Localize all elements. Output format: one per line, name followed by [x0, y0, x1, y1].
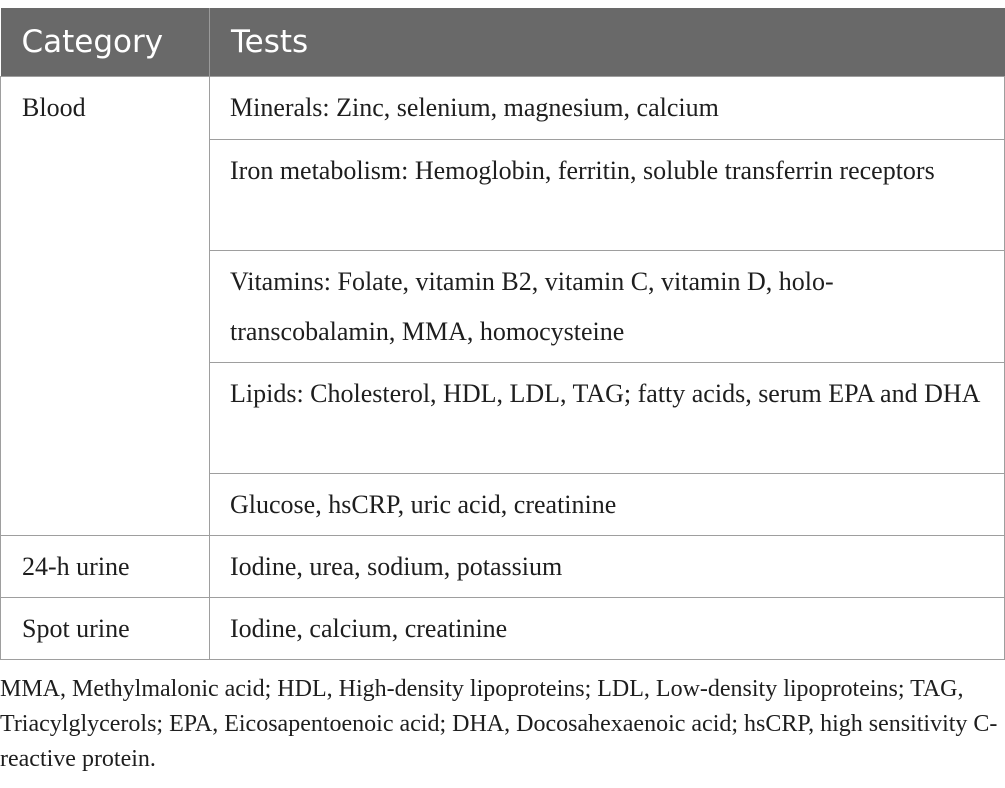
tests-cell: Iron metabolism: Hemoglobin, ferritin, soluble transferrin receptors [210, 139, 1005, 250]
tests-cell: Iodine, urea, sodium, potassium [210, 535, 1005, 597]
table-row [1, 597, 1005, 659]
category-cell: Blood [1, 76, 210, 535]
tests-cell: Lipids: Cholesterol, HDL, LDL, TAG; fatty acids, serum EPA and DHA [210, 362, 1005, 473]
category-cell: 24-h urine [1, 535, 210, 597]
header-category: Category [1, 8, 210, 76]
header-tests: Tests [210, 8, 1005, 76]
tests-cell: Glucose, hsCRP, uric acid, creatinine [210, 473, 1005, 535]
tests-cell: Vitamins: Folate, vitamin B2, vitamin C, vitamin D, holo-transcobalamin, MMA, homocysteine [210, 250, 1005, 362]
table-footnote: MMA, Methylmalonic acid; HDL, High-density lipoproteins; LDL, Low-density lipoproteins; TAG, Triacylglycerols; EPA, Eicosapentoenoic acid; DHA, Docosahexaenoic acid; hsCRP, high sensitivity C-reactive protein. [0, 676, 998, 772]
table-row [1, 535, 1005, 597]
table-row [1, 76, 1005, 139]
tests-table [0, 8, 1005, 660]
tests-cell: Iodine, calcium, creatinine [210, 597, 1005, 659]
tests-cell: Minerals: Zinc, selenium, magnesium, calcium [210, 76, 1005, 139]
category-cell: Spot urine [1, 597, 210, 659]
header-row [1, 8, 1005, 76]
